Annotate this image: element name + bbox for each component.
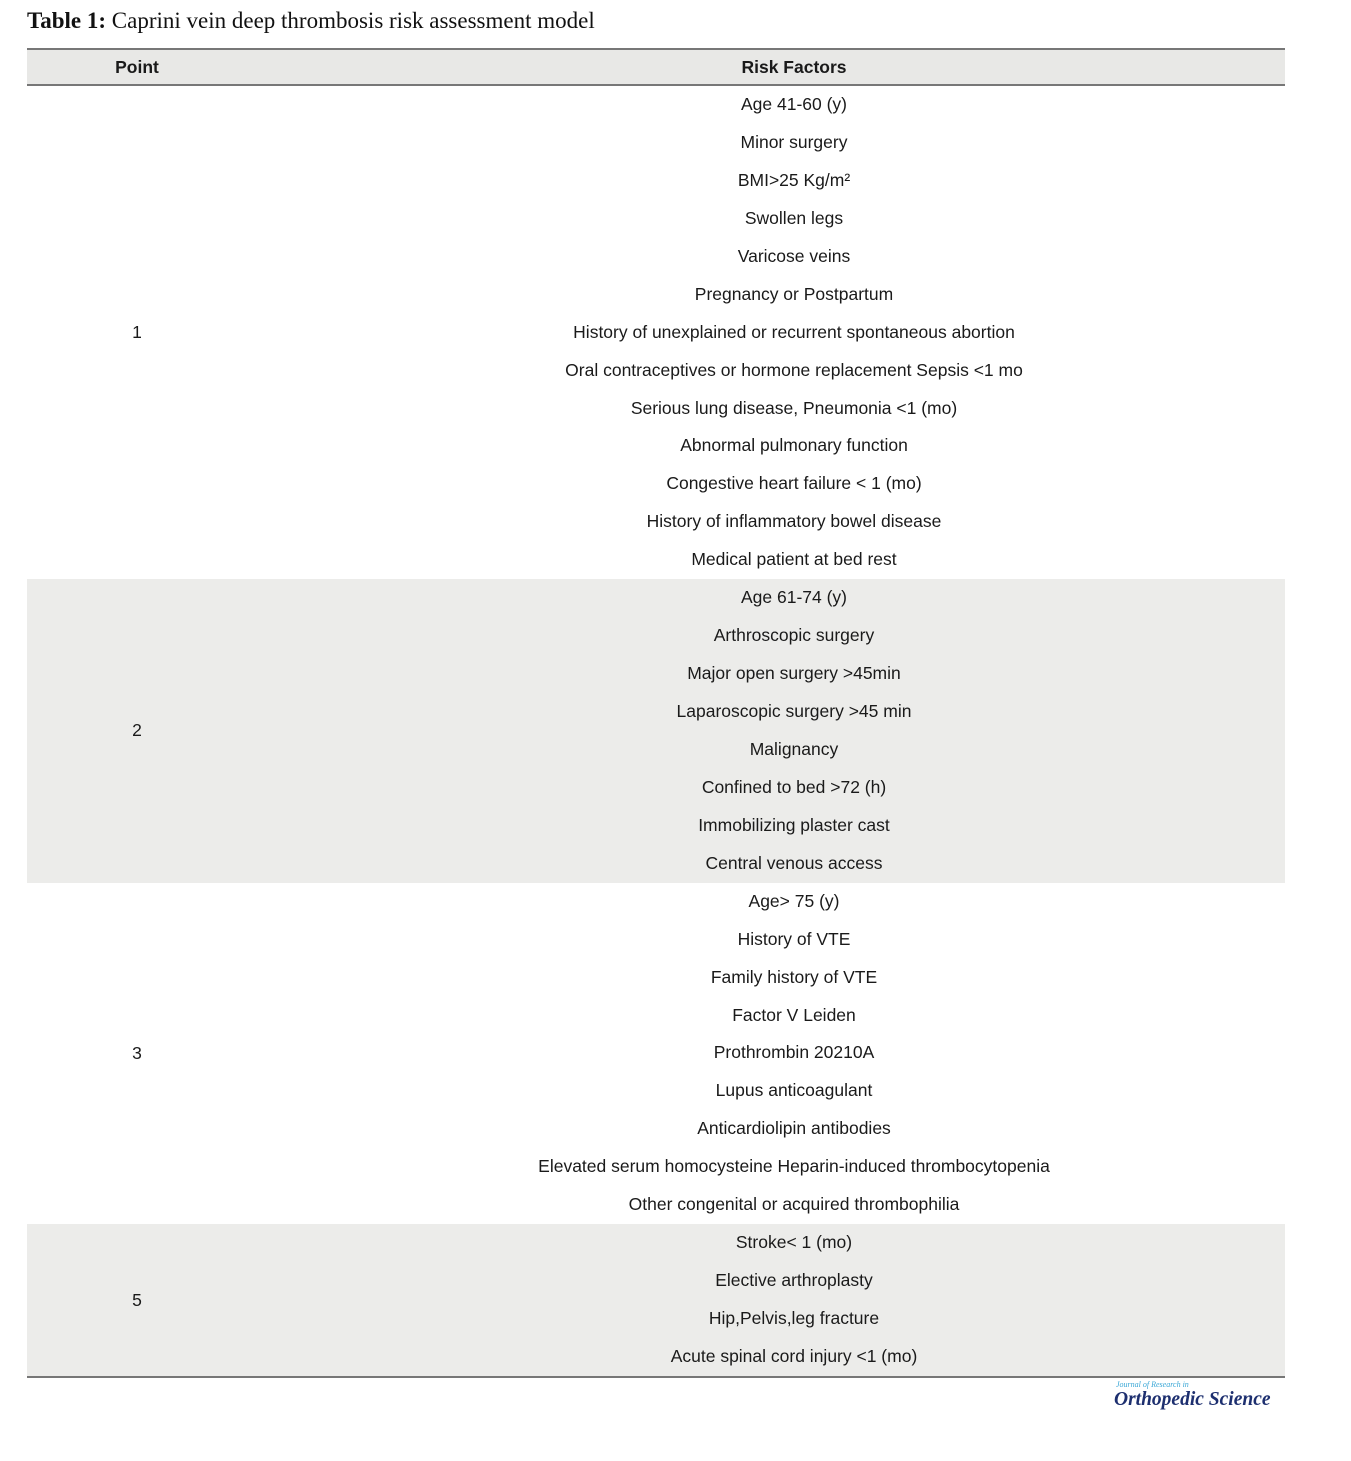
risk-factor: Laparoscopic surgery >45 min xyxy=(676,701,912,721)
risk-factor: Prothrombin 20210A xyxy=(713,1042,875,1063)
table-header xyxy=(27,48,1285,86)
risk-factor: Elevated serum homocysteine Heparin-induced thrombocytopenia xyxy=(538,1156,1050,1177)
risk-factor: Arthroscopic surgery xyxy=(713,625,875,646)
risk-factor: Age 61-74 (y) xyxy=(740,587,848,608)
risk-factor: Other congenital or acquired thrombophilia xyxy=(628,1194,960,1215)
caption-text: Caprini vein deep thrombosis risk assessment model xyxy=(106,8,595,33)
risk-factor: History of inflammatory bowel disease xyxy=(646,511,942,532)
risk-factor-list xyxy=(247,1224,1285,1376)
risk-factor: Swollen legs xyxy=(744,207,844,228)
risk-factor: Anticardiolipin antibodies xyxy=(697,1118,891,1139)
point-value: 1 xyxy=(132,322,142,343)
risk-factor: Varicose veins xyxy=(737,245,851,266)
risk-factor: History of unexplained or recurrent spontaneous abortion xyxy=(573,321,1015,342)
header-risk-factors: Risk Factors xyxy=(741,56,847,77)
risk-factor: Malignancy xyxy=(749,738,839,759)
point-group-3 xyxy=(27,883,1285,1224)
risk-factor: Pregnancy or Postpartum xyxy=(694,283,894,304)
risk-factor: Elective arthroplasty xyxy=(715,1270,873,1291)
risk-factor: Age 41-60 (y) xyxy=(740,94,848,114)
risk-factor: Immobilizing plaster cast xyxy=(698,814,890,835)
risk-factor: Medical patient at bed rest xyxy=(691,549,897,570)
logo-title: Orthopedic Science xyxy=(1114,1389,1271,1410)
risk-factor: BMI>25 Kg/m² xyxy=(737,169,851,190)
risk-factor: Age> 75 (y) xyxy=(748,890,840,911)
point-group-5 xyxy=(27,1224,1285,1376)
point-value: 2 xyxy=(132,720,142,741)
journal-logo xyxy=(1114,1380,1288,1411)
risk-factor-list xyxy=(247,579,1285,883)
risk-factor: Stroke< 1 (mo) xyxy=(735,1232,853,1253)
table-caption xyxy=(27,8,595,34)
header-point: Point xyxy=(115,56,159,77)
risk-factor: Acute spinal cord injury <1 (mo) xyxy=(670,1345,918,1366)
table-bottom-rule xyxy=(27,1376,1285,1378)
point-value: 5 xyxy=(132,1289,142,1310)
risk-factor: Confined to bed >72 (h) xyxy=(701,776,887,797)
risk-factor: Family history of VTE xyxy=(710,966,878,987)
risk-factor-list xyxy=(247,883,1285,1224)
risk-factor: History of VTE xyxy=(737,928,851,949)
risk-table xyxy=(27,48,1285,1378)
risk-factor: Central venous access xyxy=(705,852,883,873)
risk-factor: Abnormal pulmonary function xyxy=(680,435,908,456)
risk-factor: Lupus anticoagulant xyxy=(715,1080,873,1101)
caption-label: Table 1: xyxy=(27,8,107,33)
risk-factor: Serious lung disease, Pneumonia <1 (mo) xyxy=(630,397,958,418)
risk-factor: Congestive heart failure < 1 (mo) xyxy=(666,473,922,494)
point-group-1 xyxy=(27,86,1285,579)
risk-factor: Oral contraceptives or hormone replacement Sepsis <1 mo xyxy=(565,359,1023,380)
risk-factor-list xyxy=(247,86,1285,579)
risk-factor: Major open surgery >45min xyxy=(687,663,901,684)
point-group-2 xyxy=(27,579,1285,883)
logo-subtitle: Journal of Research in xyxy=(1116,1380,1189,1389)
risk-factor: Minor surgery xyxy=(740,131,848,152)
risk-factor: Hip,Pelvis,leg fracture xyxy=(708,1308,880,1328)
risk-factor: Factor V Leiden xyxy=(732,1004,856,1025)
point-value: 3 xyxy=(132,1042,142,1063)
